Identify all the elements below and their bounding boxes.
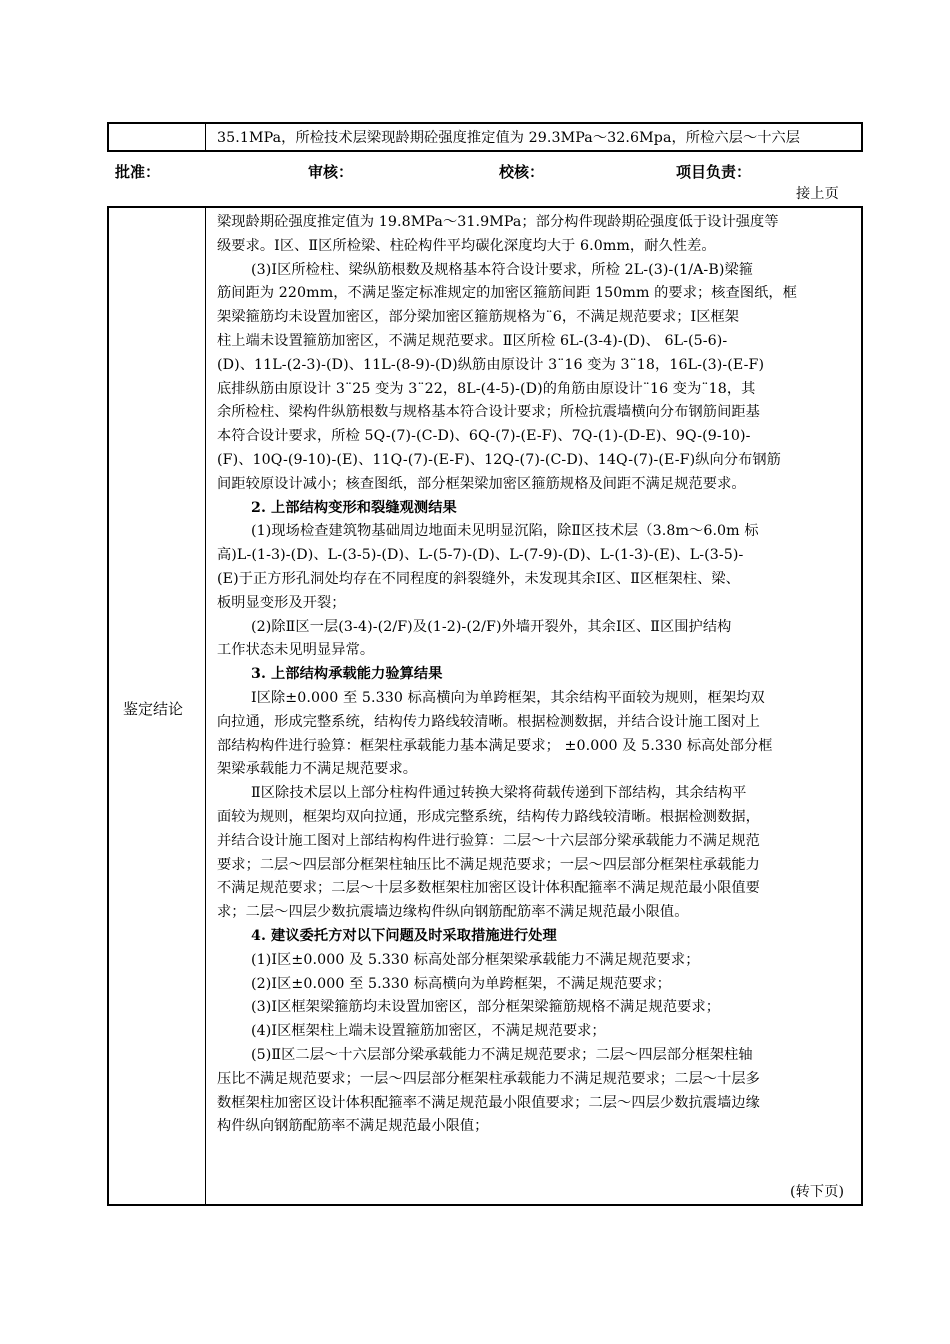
conclusion-text-line: 筋间距为 220mm，不满足鉴定标准规定的加密区箍筋间距 150mm 的要求；核查图纸，框 [217, 285, 798, 302]
conclusion-text-line: 间距较原设计减小；核查图纸，部分框架梁加密区箍筋规格及间距不满足规范要求。 [217, 475, 746, 492]
conclusion-text-line: 部结构构件进行验算：框架柱承载能力基本满足要求； ±0.000 及 5.330 标高处部分框 [217, 737, 773, 754]
conclusion-text-line: 数框架柱加密区设计体积配箍率不满足规范最小限值要求；二层～四层少数抗震墙边缘 [217, 1094, 760, 1111]
conclusion-text-line: (3)Ⅰ区所检柱、梁纵筋根数及规格基本符合设计要求，所检 2L-(3)-(1/A-B)梁箍 [251, 261, 754, 278]
conclusion-text-line: 面较为规则，框架均双向拉通，形成完整系统，结构传力路线较清晰。根据检测数据， [217, 809, 760, 825]
review-label: 审核： [308, 163, 354, 181]
continued-from-note: 接上页 [796, 186, 839, 202]
top-table [107, 122, 863, 152]
top-table-divider [205, 124, 206, 150]
section-heading: 2. 上部结构变形和裂缝观测结果 [251, 499, 457, 516]
conclusion-text-line: 压比不满足规范要求；一层～四层部分框架柱承载能力不满足规范要求；二层～十层多 [217, 1070, 760, 1087]
conclusion-text-line: (2)除Ⅱ区一层(3-4)-(2/F)及(1-2)-(2/F)外墙开裂外，其余Ⅰ区、Ⅱ区围护结构 [251, 618, 732, 635]
conclusion-text-line: 柱上端未设置箍筋加密区，不满足规范要求。Ⅱ区所检 6L-(3-4)-(D)、 6L-(5-6)- [217, 333, 728, 349]
conclusion-text-line: 要求；二层～四层部分框架柱轴压比不满足规范要求；一层～四层部分框架柱承载能力 [217, 856, 760, 873]
conclusion-text-line: 架梁箍筋均未设置加密区，部分梁加密区箍筋规格为¨6，不满足规范要求；Ⅰ区框架 [217, 309, 740, 326]
section-heading: 4. 建议委托方对以下问题及时采取措施进行处理 [251, 928, 557, 944]
conclusion-text-line: 工作状态未见明显异常。 [217, 642, 375, 659]
conclusion-table [107, 206, 863, 1206]
conclusion-text-line: Ⅰ区除±0.000 至 5.330 标高横向为单跨框架，其余结构平面较为规则，框架均双 [251, 690, 765, 706]
continued-to-note: (转下页) [790, 1184, 845, 1200]
conclusion-text-line: 求；二层～四层少数抗震墙边缘构件纵向钢筋配筋率不满足规范最小限值。 [217, 904, 689, 921]
conclusion-table-divider [205, 208, 206, 1204]
conclusion-text-line: 向拉通，形成完整系统，结构传力路线较清晰。根据检测数据，并结合设计施工图对上 [217, 713, 760, 730]
conclusion-body [207, 208, 859, 1204]
conclusion-label: 鉴定结论 [123, 700, 184, 718]
conclusion-text-line: 构件纵向钢筋配筋率不满足规范最小限值； [217, 1118, 489, 1135]
conclusion-text-line: 级要求。Ⅰ区、Ⅱ区所检梁、柱砼构件平均碳化深度均大于 6.0mm，耐久性差。 [217, 237, 716, 254]
conclusion-text-line: Ⅱ区除技术层以上部分柱构件通过转换大梁将荷载传递到下部结构，其余结构平 [251, 785, 747, 802]
conclusion-text-line: (F)、10Q-(9-10)-(E)、11Q-(7)-(E-F)、12Q-(7)-(C-D)、14Q-(7)-(E-F)纵向分布钢筋 [217, 452, 781, 468]
check-label: 校核： [499, 163, 545, 181]
project-lead-label: 项目负责： [676, 163, 752, 181]
conclusion-text-line: 高)L-(1-3)-(D)、L-(3-5)-(D)、L-(5-7)-(D)、L-(7-9)-(D)、L-(1-3)-(E)、L-(3-5)- [217, 547, 744, 564]
conclusion-text-line: 不满足规范要求；二层～十层多数框架柱加密区设计体积配箍率不满足规范最小限值要 [217, 880, 760, 897]
conclusion-text-line: (5)Ⅱ区二层～十六层部分梁承载能力不满足规范要求；二层～四层部分框架柱轴 [251, 1047, 753, 1063]
conclusion-text-line: (1)现场检查建筑物基础周边地面未见明显沉陷，除Ⅱ区技术层（3.8m～6.0m 标 [251, 523, 759, 540]
top-table-text: 35.1MPa，所检技术层梁现龄期砼强度推定值为 29.3MPa～32.6Mpa，所检六层～十六层 [217, 130, 801, 146]
conclusion-text-line: (D)、11L-(2-3)-(D)、11L-(8-9)-(D)纵筋由原设计 3¨16 变为 3¨18，16L-(3)-(E-F) [217, 356, 765, 373]
conclusion-text-line: 余所检柱、梁构件纵筋根数与规格基本符合设计要求；所检抗震墙横向分布钢筋间距基 [217, 404, 760, 421]
conclusion-text-line: 本符合设计要求，所检 5Q-(7)-(C-D)、6Q-(7)-(E-F)、7Q-(1)-(D-E)、9Q-(9-10)- [217, 428, 751, 445]
conclusion-text-line: 梁现龄期砼强度推定值为 19.8MPa～31.9MPa；部分构件现龄期砼强度低于设计强度等 [217, 214, 779, 230]
conclusion-text-line: (4)Ⅰ区框架柱上端未设置箍筋加密区，不满足规范要求； [251, 1023, 606, 1040]
conclusion-text-line: 板明显变形及开裂； [217, 594, 346, 611]
conclusion-text-line: (3)Ⅰ区框架梁箍筋均未设置加密区，部分框架梁箍筋规格不满足规范要求； [251, 999, 721, 1016]
section-heading: 3. 上部结构承载能力验算结果 [251, 666, 443, 683]
approve-label: 批准： [115, 163, 161, 181]
conclusion-text-line: 并结合设计施工图对上部结构构件进行验算：二层～十六层部分梁承载能力不满足规范 [217, 832, 760, 849]
conclusion-text-line: 底排纵筋由原设计 3¨25 变为 3¨22，8L-(4-5)-(D)的角筋由原设计¨16 变为¨18，其 [217, 380, 756, 397]
conclusion-text-line: (2)Ⅰ区±0.000 至 5.330 标高横向为单跨框架，不满足规范要求； [251, 975, 671, 992]
conclusion-text-line: (1)Ⅰ区±0.000 及 5.330 标高处部分框架梁承载能力不满足规范要求； [251, 951, 700, 968]
conclusion-text-line: (E)于正方形孔洞处均存在不同程度的斜裂缝外，未发现其余Ⅰ区、Ⅱ区框架柱、梁、 [217, 571, 740, 587]
conclusion-text-line: 架梁承载能力不满足规范要求。 [217, 761, 418, 778]
